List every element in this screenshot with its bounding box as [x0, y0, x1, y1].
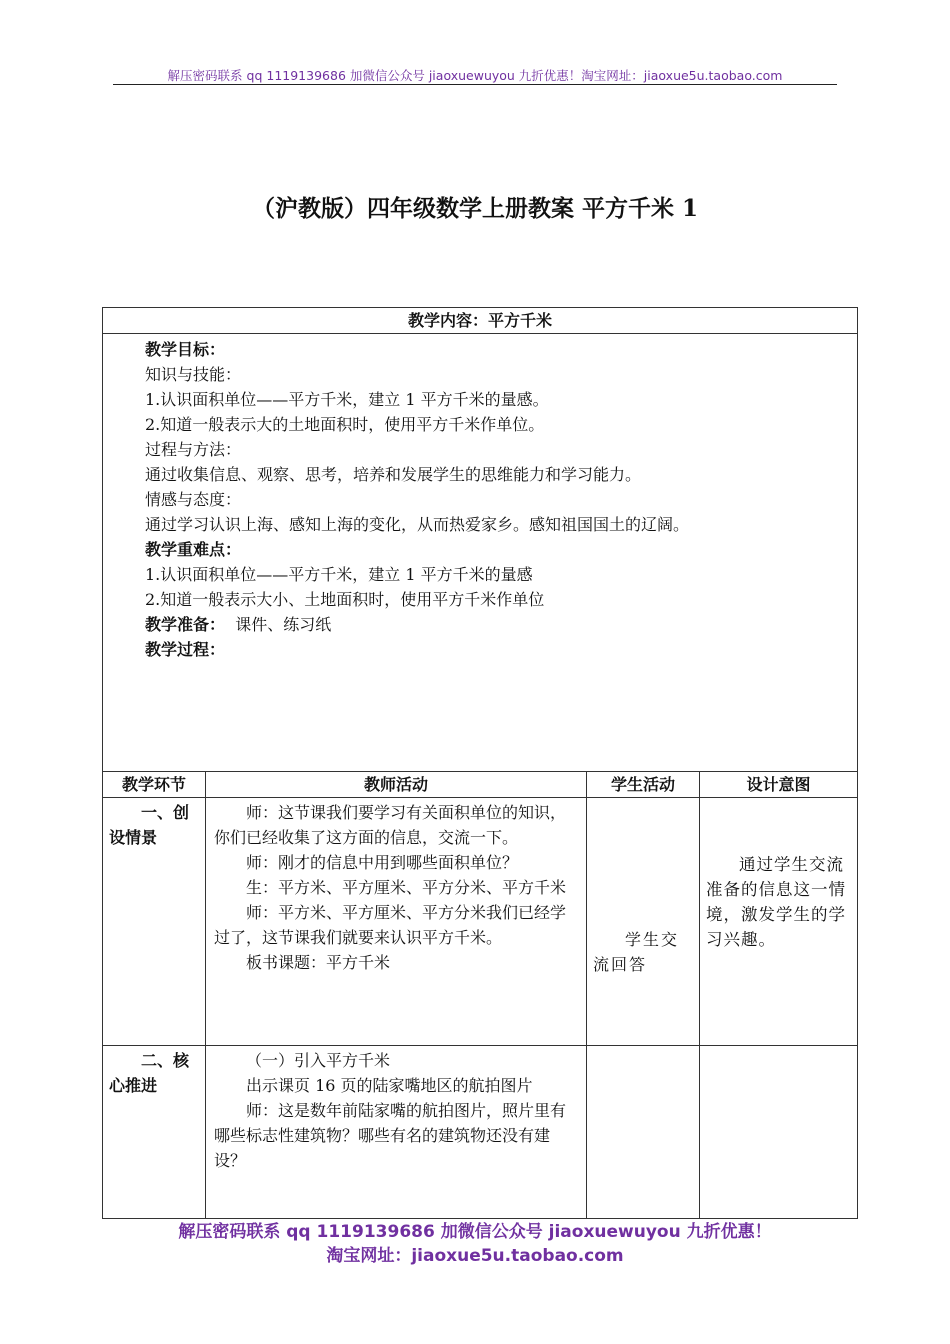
header-watermark-note: 解压密码联系 qq 1119139686 加微信公众号 jiaoxuewuyou 九折优惠！淘宝网址：jiaoxue5u.taobao.com [167, 68, 783, 83]
key-point-1: 1.认识面积单位——平方千米，建立 1 平方千米的量感 [145, 565, 533, 584]
student-activity-cell [587, 798, 700, 1046]
teacher-line: 出示课页 16 页的陆家嘴地区的航拍图片 [246, 1076, 533, 1095]
teacher-line: 生：平方米、平方厘米、平方分米、平方千米 [246, 878, 567, 897]
emotion-label: 情感与态度： [145, 490, 242, 509]
document-title: （沪教版）四年级数学上册教案 平方千米 1 [251, 195, 699, 222]
process-label: 过程与方法： [145, 440, 242, 459]
objectives-row [103, 334, 858, 772]
preparation-line [145, 612, 847, 637]
teaching-process-heading: 教学过程： [145, 640, 226, 659]
knowledge-item-1: 1.认识面积单位——平方千米，建立 1 平方千米的量感。 [145, 390, 549, 409]
student-activity-cell [587, 1046, 700, 1219]
preparation-label: 教学准备： [145, 615, 226, 634]
objectives-label: 教学目标： [145, 340, 226, 359]
teacher-line: 师：这节课我们要学习有关面积单位的知识，你们已经收集了这方面的信息，交流一下。 [214, 803, 567, 847]
footer-line-1: 解压密码联系 qq 1119139686 加微信公众号 jiaoxuewuyou 九折优惠！ [178, 1222, 772, 1242]
key-point-2: 2.知道一般表示大小、土地面积时，使用平方千米作单位 [145, 590, 545, 609]
student-activity-text: 学生交流回答 [593, 929, 680, 974]
teaching-content-row [103, 308, 858, 334]
stage-label-line-1: 一、创 [141, 803, 190, 822]
column-header-design: 设计意图 [700, 772, 858, 798]
teaching-content-header: 教学内容：平方千米 [103, 308, 858, 334]
teacher-line: 师：这是数年前陆家嘴的航拍图片，照片里有哪些标志性建筑物？哪些有名的建筑物还没有建设？ [214, 1101, 567, 1170]
column-header-teacher: 教师活动 [206, 772, 587, 798]
design-intent-cell [700, 798, 858, 1046]
design-intent-text: 通过学生交流准备的信息这一情境，激发学生的学习兴趣。 [706, 855, 846, 949]
header-divider [113, 84, 837, 85]
key-points-label: 教学重难点： [145, 540, 242, 559]
teacher-line: 师：刚才的信息中用到哪些面积单位？ [246, 853, 519, 872]
teacher-line: 师：平方米、平方厘米、平方分米我们已经学过了，这节课我们就要来认识平方千米。 [214, 903, 567, 947]
stage-cell [103, 1046, 206, 1219]
knowledge-item-2: 2.知道一般表示大的土地面积时，使用平方千米作单位。 [145, 415, 545, 434]
emotion-text: 通过学习认识上海、感知上海的变化，从而热爱家乡。感知祖国国土的辽阔。 [145, 515, 690, 534]
column-header-row [103, 772, 858, 798]
teacher-activity-cell [206, 1046, 587, 1219]
knowledge-label: 知识与技能： [145, 365, 242, 384]
process-text: 通过收集信息、观察、思考，培养和发展学生的思维能力和学习能力。 [145, 465, 642, 484]
column-header-student: 学生活动 [587, 772, 700, 798]
objectives-cell [103, 334, 858, 772]
teacher-line: 板书课题：平方千米 [246, 953, 391, 972]
stage-label-line-2: 设情景 [109, 828, 158, 847]
lesson-plan-table [102, 307, 858, 1219]
design-intent-cell [700, 1046, 858, 1219]
preparation-text: 课件、练习纸 [235, 615, 332, 634]
stage-label-line-2: 心推进 [109, 1076, 158, 1095]
column-header-stage: 教学环节 [103, 772, 206, 798]
footer-watermark-note [0, 1220, 950, 1268]
teacher-activity-cell [206, 798, 587, 1046]
teacher-line: （一）引入平方千米 [246, 1051, 391, 1070]
stage-cell [103, 798, 206, 1046]
stage-label-line-1: 二、核 [141, 1051, 190, 1070]
footer-line-2: 淘宝网址：jiaoxue5u.taobao.com [326, 1246, 624, 1266]
table-row [103, 798, 858, 1046]
table-row [103, 1046, 858, 1219]
